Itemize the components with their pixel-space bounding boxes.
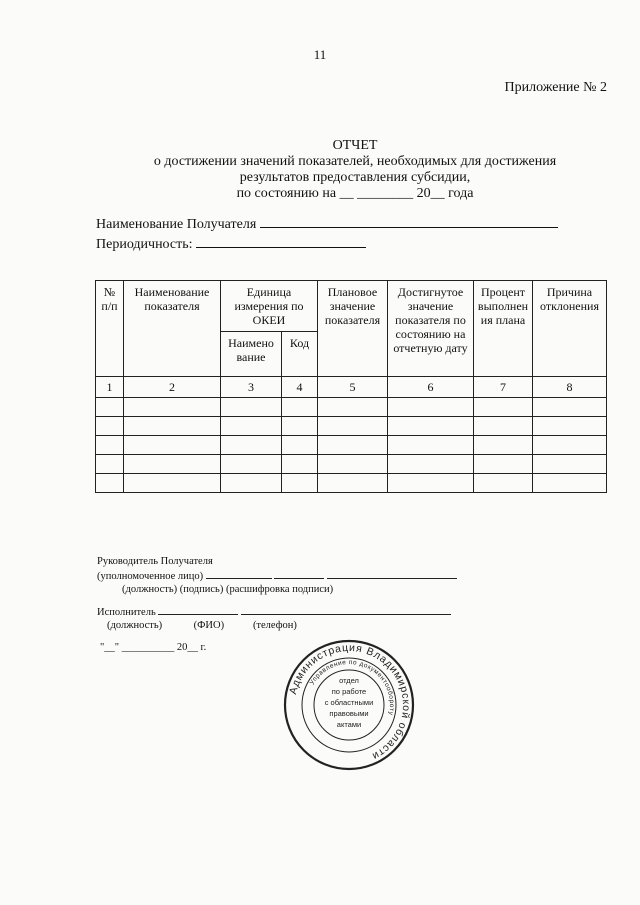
indicators-table <box>95 280 607 493</box>
table-row <box>96 398 607 417</box>
svg-text:Администрация Владимирской обл: Администрация Владимирской области <box>287 641 413 763</box>
recipient-block <box>96 214 558 254</box>
signature-blank-line <box>274 568 324 579</box>
column-number: 6 <box>388 377 474 398</box>
table-header-row <box>96 281 607 332</box>
table-row <box>96 474 607 493</box>
report-heading: ОТЧЕТ <box>332 138 378 153</box>
svg-text:Управление по документообороту: Управление по документообороту <box>308 658 396 717</box>
header-percent: Процент выполнен ия плана <box>474 281 533 377</box>
head-signature-block <box>97 555 457 596</box>
svg-text:отдел: отдел <box>339 676 359 685</box>
column-number: 4 <box>282 377 318 398</box>
table-row <box>96 455 607 474</box>
column-number: 5 <box>318 377 388 398</box>
table-row <box>96 417 607 436</box>
svg-text:актами: актами <box>336 720 362 729</box>
header-name: Наименование показателя <box>124 281 221 377</box>
head-label: Руководитель Получателя <box>97 556 213 567</box>
header-unit-name: Наимено вание <box>221 332 282 377</box>
executor-name-phone-line <box>241 604 451 615</box>
full-name-blank-line <box>327 568 457 579</box>
svg-text:правовыми: правовыми <box>329 709 369 718</box>
header-planned: Плановое значение показателя <box>318 281 388 377</box>
head-authorized-label: (уполномоченное лицо) <box>97 571 204 582</box>
report-date-line: по состоянию на __ ________ 20__ года <box>236 186 474 201</box>
column-number: 1 <box>96 377 124 398</box>
periodicity-label: Периодичность: <box>96 237 193 252</box>
column-number: 7 <box>474 377 533 398</box>
column-number: 3 <box>221 377 282 398</box>
report-title-block <box>0 138 640 202</box>
header-unit-code: Код <box>282 332 318 377</box>
header-achieved: Достигнутое значение показателя по состоянию на отчетную дату <box>388 281 474 377</box>
svg-text:с областными: с областными <box>324 698 374 707</box>
position-blank-line <box>206 568 272 579</box>
report-subtitle-line1: о достижении значений показателей, необходимых для достижения <box>153 154 557 169</box>
column-number-row <box>96 377 607 398</box>
recipient-row <box>96 214 558 234</box>
periodicity-row <box>96 234 558 254</box>
page-number: 11 <box>313 47 327 62</box>
executor-position-line <box>158 604 238 615</box>
periodicity-blank-line <box>196 234 366 248</box>
header-num: № п/п <box>96 281 124 377</box>
recipient-label: Наименование Получателя <box>96 217 257 232</box>
executor-label: Исполнитель <box>97 607 156 618</box>
annex-label: Приложение № 2 <box>504 80 607 95</box>
head-authorized-row <box>97 568 457 583</box>
date-line: "__" __________ 20__ г. <box>100 642 207 653</box>
executor-row <box>97 604 451 619</box>
table-row <box>96 436 607 455</box>
column-number: 8 <box>533 377 607 398</box>
report-subtitle-line2: результатов предоставления субсидии, <box>239 170 471 185</box>
head-captions: (должность) (подпись) (расшифровка подписи) <box>122 584 334 595</box>
recipient-blank-line <box>260 214 558 228</box>
executor-signature-block <box>97 604 451 632</box>
stamp-seal-icon <box>283 639 415 771</box>
svg-text:по работе: по работе <box>331 687 367 696</box>
header-reason: Причина отклонения <box>533 281 607 377</box>
official-stamp <box>283 639 415 771</box>
header-unit: Единица измерения по ОКЕИ <box>221 281 318 332</box>
column-number: 2 <box>124 377 221 398</box>
executor-captions: (должность) (ФИО) (телефон) <box>107 620 297 631</box>
